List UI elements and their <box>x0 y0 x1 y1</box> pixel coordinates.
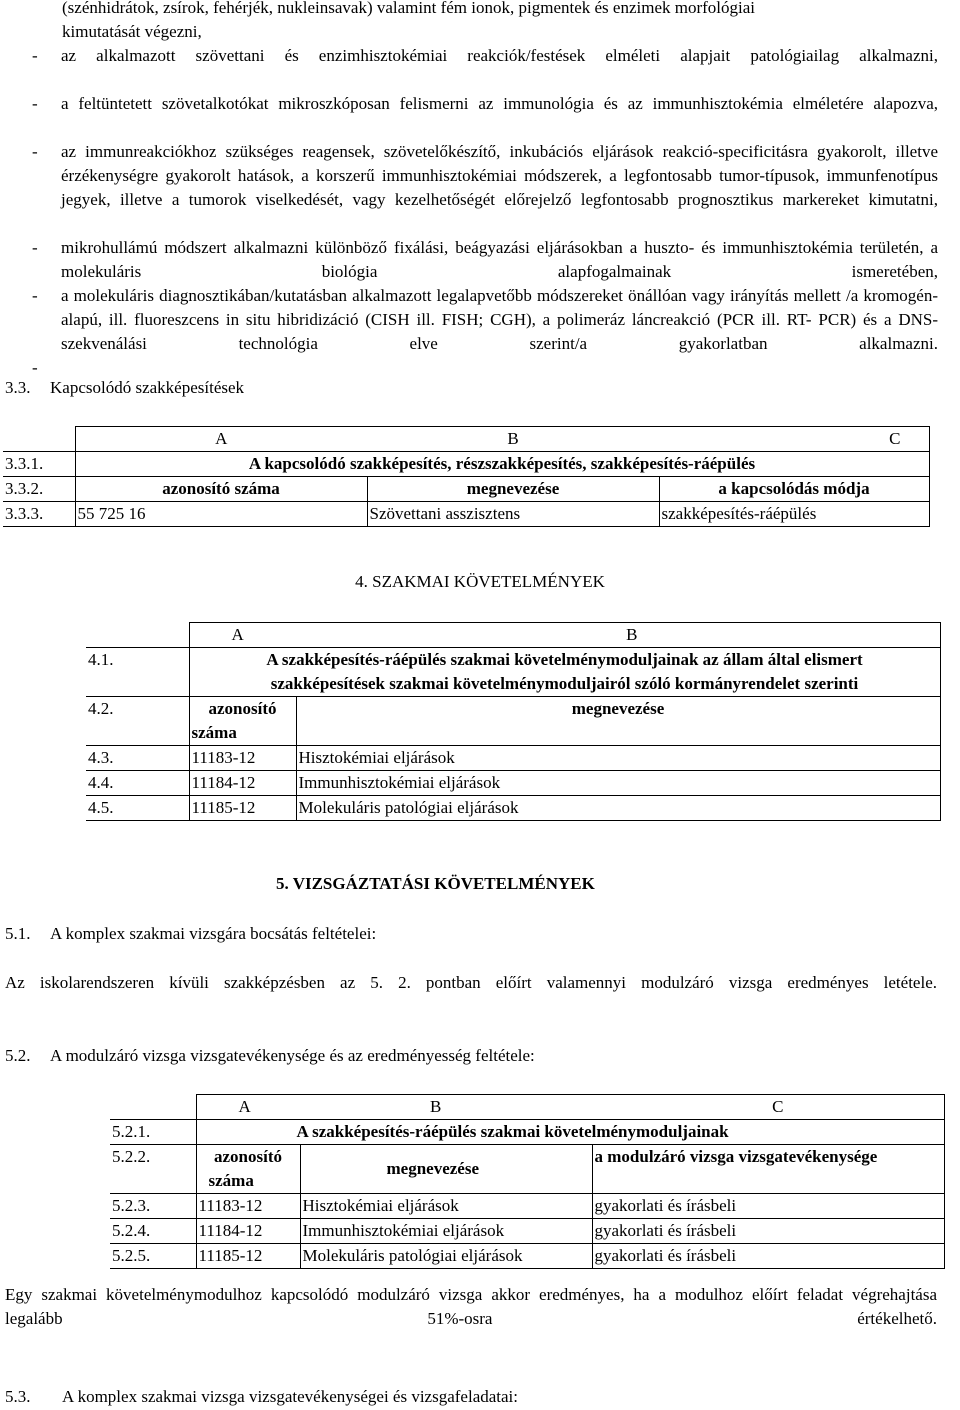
cell-id: 55 725 16 <box>75 502 367 527</box>
list-item <box>8 284 938 356</box>
cell-id: 11185-12 <box>196 1244 300 1269</box>
table-row <box>3 477 929 502</box>
list-item-text: a molekuláris diagnosztikában/kutatásban alkalmazott legalapvetőbb módszereket önállóan vagy irányítás mellett /a kromogén-alapú, ill. fluoreszcens in situ hibridizáció (CISH ill. FISH; CGH), a polimeráz láncreakció (PCR ill. RT- PCR) és a DNS-szekvenálási technológia elve szerint/a gyakorlatban alkalmazni. <box>61 286 938 353</box>
list-item-text: mikrohullámú módszert alkalmazni különböző fixálási, beágyazási eljárásokban a huszto- és immunhisztokémia területén, a molekuláris biológia alapfogalmainak ismeretében, <box>61 238 938 281</box>
merged-header-cell: A kapcsolódó szakképesítés, részszakképesítés, szakképesítés-ráépülés <box>75 452 929 477</box>
row-number: 5.2.4. <box>110 1219 196 1244</box>
cell-name: Immunhisztokémiai eljárások <box>300 1219 592 1244</box>
merged-header-cell: A szakképesítés-ráépülés szakmai követelménymoduljainak <box>196 1120 944 1145</box>
table-row <box>110 1145 944 1194</box>
bullet-dash: - <box>32 94 38 113</box>
section-5-2-number: 5.2. <box>5 1046 31 1065</box>
column-header-c: C <box>659 427 929 452</box>
professional-modules-table <box>86 622 941 821</box>
cell-name: Molekuláris patológiai eljárások <box>300 1244 592 1269</box>
header-cell-name: megnevezése <box>300 1145 592 1194</box>
row-number: 5.2.3. <box>110 1194 196 1219</box>
header-cell-id-line-2: száma <box>208 1171 254 1190</box>
section-5-1-title: A komplex szakmai vizsgára bocsátás feltételei: <box>50 924 377 943</box>
cell-activity: gyakorlati és írásbeli <box>592 1194 944 1219</box>
related-qualifications-table <box>3 426 930 527</box>
column-header-a: A <box>196 1095 300 1120</box>
list-item-text: az immunreakciókhoz szükséges reagensek, szövetelőkészítő, inkubációs eljárások reakció-specificitásra gyakorolt, illetve érzékenységre gyakorolt hatások, a korszerű immunhisztokémiai módszerek, a legfontosabb tumor-típusok, immunfenotípus jegyek, illetve a tumorok viselkedését, vagy kezelhetőségét előrejelző legfontosabb prognosztikus markereket kimutatni, <box>61 142 938 209</box>
header-cell-id <box>196 1145 300 1194</box>
list-item <box>8 140 938 236</box>
header-cell-id <box>189 697 296 746</box>
column-header-c: C <box>592 1095 944 1120</box>
merged-header-line-1: A szakképesítés-ráépülés szakmai követelménymoduljainak az állam által elismert <box>266 650 863 669</box>
cell-activity: gyakorlati és írásbeli <box>592 1244 944 1269</box>
cell-name: Molekuláris patológiai eljárások <box>296 796 940 821</box>
header-cell-id: azonosító száma <box>75 477 367 502</box>
paragraph-5-2: Egy szakmai követelménymodulhoz kapcsolódó modulzáró vizsga akkor eredményes, ha a modulhoz előírt feladat végrehajtása legalább 51%-osra értékelhető. <box>5 1285 937 1328</box>
list-item <box>8 236 938 284</box>
cell-id: 11183-12 <box>189 746 296 771</box>
header-cell-id-line-1: azonosító <box>214 1147 282 1166</box>
competency-list <box>8 44 938 380</box>
table-header-row <box>3 427 929 452</box>
table-row <box>86 746 940 771</box>
cell-name: Immunhisztokémiai eljárások <box>296 771 940 796</box>
row-number: 5.2.5. <box>110 1244 196 1269</box>
bullet-dash: - <box>32 238 38 257</box>
column-header-b: B <box>296 623 940 648</box>
header-cell-name: megnevezése <box>296 697 940 746</box>
section-5-2-title: A modulzáró vizsga vizsgatevékenysége és az eredményesség feltétele: <box>50 1046 535 1065</box>
row-number: 5.2.2. <box>110 1145 196 1194</box>
row-number: 4.4. <box>86 771 189 796</box>
cell-id: 11183-12 <box>196 1194 300 1219</box>
list-item <box>8 92 938 140</box>
table-row <box>86 697 940 746</box>
row-number: 4.1. <box>86 648 189 697</box>
column-header-a: A <box>189 623 296 648</box>
table-row <box>3 452 929 477</box>
table-row <box>110 1219 944 1244</box>
table-row <box>110 1244 944 1269</box>
column-header-b: B <box>367 427 659 452</box>
cell-name: Hisztokémiai eljárások <box>296 746 940 771</box>
cell-activity: gyakorlati és írásbeli <box>592 1219 944 1244</box>
cell-id: 11184-12 <box>196 1219 300 1244</box>
cell-name: Hisztokémiai eljárások <box>300 1194 592 1219</box>
list-item <box>8 44 938 92</box>
row-number: 3.3.2. <box>3 477 75 502</box>
row-number: 4.3. <box>86 746 189 771</box>
cell-name: Szövettani asszisztens <box>367 502 659 527</box>
bullet-dash: - <box>32 358 38 377</box>
intro-line-2: kimutatását végezni, <box>62 22 202 41</box>
row-number: 3.3.3. <box>3 502 75 527</box>
header-cell-activity: a modulzáró vizsga vizsgatevékenysége <box>592 1145 944 1194</box>
section-3-3-number: 3.3. <box>5 378 31 397</box>
list-item-text: a feltüntetett szövetalkotókat mikroszkóposan felismerni az immunológia és az immunhisztokémia elméletére alapozva, <box>61 94 938 113</box>
table-row <box>110 1120 944 1145</box>
merged-header-cell <box>189 648 940 697</box>
row-number: 5.2.1. <box>110 1120 196 1145</box>
section-5-3-number: 5.3. <box>5 1387 31 1406</box>
row-number: 3.3.1. <box>3 452 75 477</box>
row-number: 4.5. <box>86 796 189 821</box>
table-header-row <box>110 1095 944 1120</box>
heading-5: 5. VIZSGÁZTATÁSI KÖVETELMÉNYEK <box>276 874 595 893</box>
table-row <box>3 502 929 527</box>
column-header-a: A <box>75 427 367 452</box>
heading-4: 4. SZAKMAI KÖVETELMÉNYEK <box>355 572 605 591</box>
table-row <box>86 648 940 697</box>
table-row <box>86 796 940 821</box>
header-cell-name: megnevezése <box>367 477 659 502</box>
row-number: 4.2. <box>86 697 189 746</box>
header-cell-mode: a kapcsolódás módja <box>659 477 929 502</box>
cell-mode: szakképesítés-ráépülés <box>659 502 929 527</box>
column-header-b: B <box>300 1095 592 1120</box>
bullet-dash: - <box>32 286 38 305</box>
cell-id: 11185-12 <box>189 796 296 821</box>
section-3-3-title: Kapcsolódó szakképesítések <box>50 378 245 397</box>
section-5-3-title: A komplex szakmai vizsga vizsgatevékenységei és vizsgafeladatai: <box>62 1387 519 1406</box>
intro-line-1: (szénhidrátok, zsírok, fehérjék, nukleinsavak) valamint fém ionok, pigmentek és enzimek morfológiai <box>62 0 756 17</box>
section-5-1-number: 5.1. <box>5 924 31 943</box>
merged-header-line-2: szakképesítések szakmai követelménymoduljairól szóló kormányrendelet szerinti <box>270 674 859 693</box>
table-row <box>110 1194 944 1219</box>
header-cell-id-line-2: száma <box>191 723 237 742</box>
bullet-dash: - <box>32 46 38 65</box>
table-header-row <box>86 623 940 648</box>
table-row <box>86 771 940 796</box>
paragraph-5-1: Az iskolarendszeren kívüli szakképzésben az 5. 2. pontban előírt valamennyi modulzáró vizsga eredményes letétele. <box>5 973 937 992</box>
list-item-text: az alkalmazott szövettani és enzimhisztokémiai reakciók/festések elméleti alapjait patológiailag alkalmazni, <box>61 46 938 65</box>
bullet-dash: - <box>32 142 38 161</box>
header-cell-id-line-1: azonosító <box>208 699 277 718</box>
module-exam-table <box>110 1094 945 1269</box>
cell-id: 11184-12 <box>189 771 296 796</box>
